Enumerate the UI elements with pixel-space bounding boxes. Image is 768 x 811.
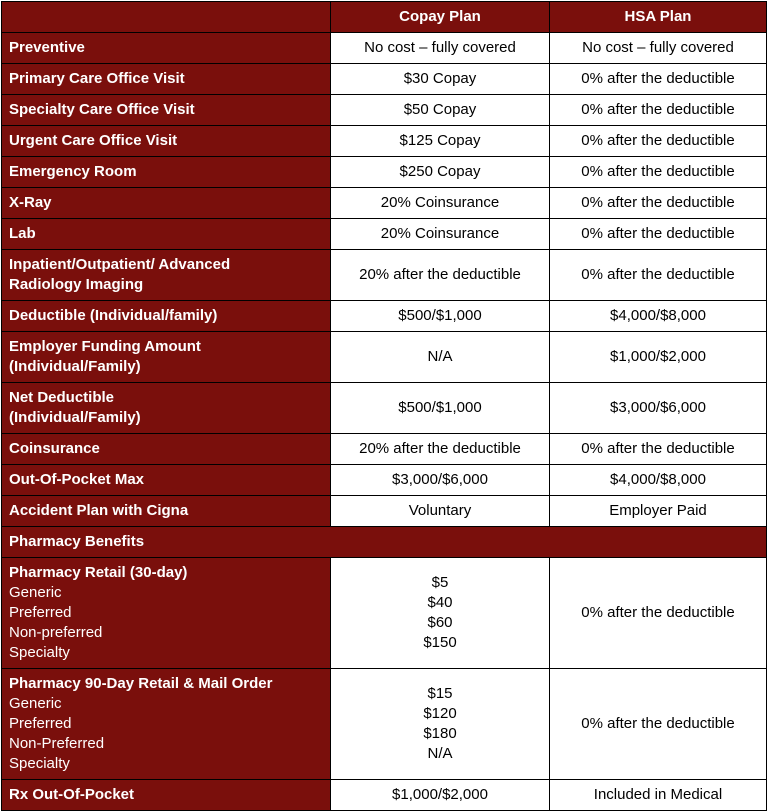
table-row	[2, 558, 767, 669]
hsa-value: 0% after the deductible	[550, 558, 767, 669]
table-row	[2, 301, 767, 332]
hsa-value: $3,000/$6,000	[550, 383, 767, 434]
hsa-value: $4,000/$8,000	[550, 465, 767, 496]
hsa-value: 0% after the deductible	[550, 126, 767, 157]
tier-value: $180	[423, 725, 457, 742]
row-label: Emergency Room	[2, 157, 331, 188]
header-hsa-plan: HSA Plan	[550, 2, 767, 33]
header-row	[2, 2, 767, 33]
table-row	[2, 434, 767, 465]
row-label	[2, 669, 331, 780]
hsa-value: 0% after the deductible	[550, 157, 767, 188]
copay-value: 20% after the deductible	[331, 434, 550, 465]
tier-value: N/A	[427, 745, 453, 762]
row-label: Preventive	[2, 33, 331, 64]
tier-label: Specialty	[9, 755, 70, 772]
table-row	[2, 332, 767, 383]
header-blank-cell	[2, 2, 331, 33]
row-label-title: Pharmacy Retail (30-day)	[9, 564, 188, 581]
copay-value: $30 Copay	[331, 64, 550, 95]
hsa-value: No cost – fully covered	[550, 33, 767, 64]
table-row	[2, 188, 767, 219]
copay-value: No cost – fully covered	[331, 33, 550, 64]
hsa-value: $4,000/$8,000	[550, 301, 767, 332]
table-row	[2, 64, 767, 95]
row-label: Lab	[2, 219, 331, 250]
tier-value: $15	[427, 685, 453, 702]
row-label: X-Ray	[2, 188, 331, 219]
row-label	[2, 558, 331, 669]
row-label-line: Net Deductible	[9, 389, 115, 406]
tier-label: Specialty	[9, 644, 70, 661]
table-row	[2, 250, 767, 301]
copay-value: $125 Copay	[331, 126, 550, 157]
copay-value: 20% Coinsurance	[331, 219, 550, 250]
hsa-value: 0% after the deductible	[550, 95, 767, 126]
row-label: Out-Of-Pocket Max	[2, 465, 331, 496]
table-row	[2, 219, 767, 250]
tier-value: $40	[427, 594, 453, 611]
row-label: Coinsurance	[2, 434, 331, 465]
row-label: Urgent Care Office Visit	[2, 126, 331, 157]
row-label-title: Pharmacy 90-Day Retail & Mail Order	[9, 675, 273, 692]
tier-value: $120	[423, 705, 457, 722]
row-label-line: Employer Funding Amount	[9, 338, 201, 355]
table-row	[2, 496, 767, 527]
hsa-value: Included in Medical	[550, 780, 767, 811]
table-row	[2, 465, 767, 496]
tier-value: $150	[423, 634, 457, 651]
table-row	[2, 780, 767, 811]
hsa-value: 0% after the deductible	[550, 219, 767, 250]
table-row	[2, 95, 767, 126]
tier-value: $60	[427, 614, 453, 631]
tier-label: Generic	[9, 584, 62, 601]
row-label	[2, 332, 331, 383]
hsa-value: 0% after the deductible	[550, 64, 767, 95]
row-label-line: (Individual/Family)	[9, 358, 141, 375]
row-label: Primary Care Office Visit	[2, 64, 331, 95]
hsa-value: 0% after the deductible	[550, 188, 767, 219]
row-label: Accident Plan with Cigna	[2, 496, 331, 527]
table-row	[2, 33, 767, 64]
row-label: Rx Out-Of-Pocket	[2, 780, 331, 811]
copay-value: Voluntary	[331, 496, 550, 527]
row-label: Deductible (Individual/family)	[2, 301, 331, 332]
row-label-line: (Individual/Family)	[9, 409, 141, 426]
table-row	[2, 669, 767, 780]
tier-label: Non-preferred	[9, 624, 103, 641]
section-heading-pharmacy: Pharmacy Benefits	[2, 527, 767, 558]
copay-value: $250 Copay	[331, 157, 550, 188]
copay-value: 20% Coinsurance	[331, 188, 550, 219]
copay-value: 20% after the deductible	[331, 250, 550, 301]
tier-label: Non-Preferred	[9, 735, 105, 752]
hsa-value: 0% after the deductible	[550, 434, 767, 465]
table-row	[2, 126, 767, 157]
row-label	[2, 383, 331, 434]
copay-value	[331, 669, 550, 780]
hsa-value: $1,000/$2,000	[550, 332, 767, 383]
table-row	[2, 157, 767, 188]
row-label: Specialty Care Office Visit	[2, 95, 331, 126]
copay-value: $500/$1,000	[331, 383, 550, 434]
tier-label: Preferred	[9, 715, 72, 732]
tier-label: Generic	[9, 695, 62, 712]
row-label-line: Inpatient/Outpatient/ Advanced	[9, 256, 231, 273]
header-copay-plan: Copay Plan	[331, 2, 550, 33]
copay-value: N/A	[331, 332, 550, 383]
copay-value: $1,000/$2,000	[331, 780, 550, 811]
hsa-value: 0% after the deductible	[550, 669, 767, 780]
copay-value: $500/$1,000	[331, 301, 550, 332]
table-row	[2, 383, 767, 434]
copay-value: $3,000/$6,000	[331, 465, 550, 496]
section-row	[2, 527, 767, 558]
copay-value: $50 Copay	[331, 95, 550, 126]
hsa-value: 0% after the deductible	[550, 250, 767, 301]
tier-label: Preferred	[9, 604, 72, 621]
plan-comparison-table	[1, 1, 767, 811]
copay-value	[331, 558, 550, 669]
row-label-line: Radiology Imaging	[9, 276, 144, 293]
hsa-value: Employer Paid	[550, 496, 767, 527]
row-label	[2, 250, 331, 301]
tier-value: $5	[431, 574, 449, 591]
